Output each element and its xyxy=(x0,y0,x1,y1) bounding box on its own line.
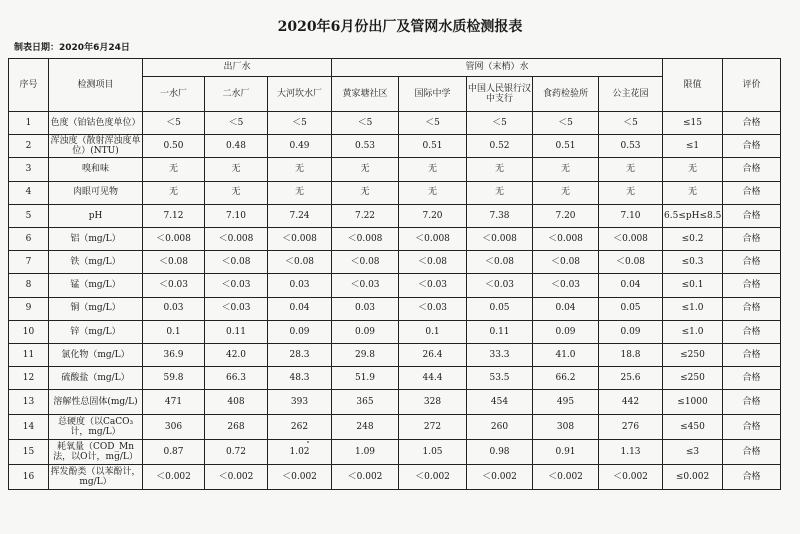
row-no: 7 xyxy=(9,251,49,274)
row-value: ＜0.08 xyxy=(205,251,268,274)
row-value: 无 xyxy=(599,181,663,204)
row-value: ＜5 xyxy=(332,112,399,135)
row-item: 耗氧量（COD_Mn法，以O计，mg/L） xyxy=(49,440,143,465)
row-eval: 合格 xyxy=(723,367,781,390)
header-limit: 限值 xyxy=(663,59,723,112)
row-value: 0.1 xyxy=(143,320,205,343)
table-row xyxy=(9,274,781,297)
table-row xyxy=(9,227,781,250)
row-limit: ≤15 xyxy=(663,112,723,135)
row-value: ＜0.008 xyxy=(268,227,332,250)
header-site: 大河坎水厂 xyxy=(268,77,332,112)
row-value: ＜5 xyxy=(467,112,533,135)
row-value: 无 xyxy=(332,181,399,204)
row-value: 无 xyxy=(268,181,332,204)
row-value: ＜0.002 xyxy=(268,465,332,490)
row-eval: 合格 xyxy=(723,251,781,274)
row-value: 0.51 xyxy=(399,135,467,158)
row-value: 0.11 xyxy=(467,320,533,343)
row-value: 0.50 xyxy=(143,135,205,158)
row-value: 7.20 xyxy=(399,204,467,227)
row-value: 25.6 xyxy=(599,367,663,390)
row-value: 51.9 xyxy=(332,367,399,390)
row-value: 471 xyxy=(143,390,205,415)
row-value: 0.04 xyxy=(533,297,599,320)
table-row xyxy=(9,320,781,343)
table-row xyxy=(9,158,781,181)
table-row xyxy=(9,297,781,320)
row-limit: ≤0.2 xyxy=(663,227,723,250)
row-item: pH xyxy=(49,204,143,227)
row-value: 29.8 xyxy=(332,343,399,366)
row-eval: 合格 xyxy=(723,135,781,158)
row-value: ＜0.08 xyxy=(399,251,467,274)
row-value: 0.03 xyxy=(268,274,332,297)
row-value: 0.09 xyxy=(533,320,599,343)
row-item: 铝（mg/L） xyxy=(49,227,143,250)
scan-speck xyxy=(307,441,309,443)
report-title: 2020年6月份出厂及管网水质检测报表 xyxy=(277,19,523,35)
row-no: 2 xyxy=(9,135,49,158)
row-eval: 合格 xyxy=(723,274,781,297)
row-value: 66.3 xyxy=(205,367,268,390)
row-value: ＜5 xyxy=(599,112,663,135)
row-value: ＜0.03 xyxy=(143,274,205,297)
row-no: 16 xyxy=(9,465,49,490)
row-value: 66.2 xyxy=(533,367,599,390)
row-value: ＜0.03 xyxy=(533,274,599,297)
row-item: 铁（mg/L） xyxy=(49,251,143,274)
row-value: 0.52 xyxy=(467,135,533,158)
row-value: 44.4 xyxy=(399,367,467,390)
row-value: 495 xyxy=(533,390,599,415)
report-date-value: 2020年6月24日 xyxy=(59,43,130,53)
row-value: 328 xyxy=(399,390,467,415)
row-value: 无 xyxy=(399,158,467,181)
row-value: 无 xyxy=(533,181,599,204)
row-limit: ≤1000 xyxy=(663,390,723,415)
row-value: ＜5 xyxy=(205,112,268,135)
row-value: 260 xyxy=(467,415,533,440)
row-value: 无 xyxy=(399,181,467,204)
row-value: 1.13 xyxy=(599,440,663,465)
row-value: ＜0.008 xyxy=(205,227,268,250)
row-item: 铜（mg/L） xyxy=(49,297,143,320)
row-no: 14 xyxy=(9,415,49,440)
row-value: ＜0.08 xyxy=(533,251,599,274)
row-no: 3 xyxy=(9,158,49,181)
row-value: 无 xyxy=(467,181,533,204)
row-value: 276 xyxy=(599,415,663,440)
row-no: 15 xyxy=(9,440,49,465)
header-site: 公主花园 xyxy=(599,77,663,112)
row-value: 1.09 xyxy=(332,440,399,465)
row-limit: ≤3 xyxy=(663,440,723,465)
row-value: ＜0.008 xyxy=(143,227,205,250)
table-row xyxy=(9,390,781,415)
row-value: 248 xyxy=(332,415,399,440)
row-value: ＜5 xyxy=(533,112,599,135)
header-eval: 评价 xyxy=(723,59,781,112)
row-eval: 合格 xyxy=(723,227,781,250)
row-value: 262 xyxy=(268,415,332,440)
row-value: 59.8 xyxy=(143,367,205,390)
row-value: ＜0.002 xyxy=(467,465,533,490)
row-value: 393 xyxy=(268,390,332,415)
row-value: 1.05 xyxy=(399,440,467,465)
row-value: 7.38 xyxy=(467,204,533,227)
row-value: 0.04 xyxy=(268,297,332,320)
row-value: 7.22 xyxy=(332,204,399,227)
row-value: 442 xyxy=(599,390,663,415)
row-value: 0.05 xyxy=(467,297,533,320)
row-eval: 合格 xyxy=(723,390,781,415)
header-seq: 序号 xyxy=(9,59,49,112)
row-value: 0.03 xyxy=(332,297,399,320)
row-value: ＜0.002 xyxy=(533,465,599,490)
row-value: 454 xyxy=(467,390,533,415)
row-value: 53.5 xyxy=(467,367,533,390)
row-limit: ≤1 xyxy=(663,135,723,158)
row-value: ＜0.08 xyxy=(268,251,332,274)
row-item: 总硬度（以CaCO₃计，mg/L） xyxy=(49,415,143,440)
header-site: 国际中学 xyxy=(399,77,467,112)
row-value: 7.10 xyxy=(205,204,268,227)
row-value: 26.4 xyxy=(399,343,467,366)
row-no: 5 xyxy=(9,204,49,227)
row-value: ＜5 xyxy=(143,112,205,135)
row-value: 0.72 xyxy=(205,440,268,465)
row-item: 挥发酚类（以苯酚计，mg/L） xyxy=(49,465,143,490)
row-value: 0.53 xyxy=(332,135,399,158)
row-value: ＜0.03 xyxy=(467,274,533,297)
row-limit: 6.5≤pH≤8.5 xyxy=(663,204,723,227)
table-row xyxy=(9,440,781,465)
row-value: ＜0.008 xyxy=(599,227,663,250)
row-no: 9 xyxy=(9,297,49,320)
row-value: 18.8 xyxy=(599,343,663,366)
row-value: 无 xyxy=(332,158,399,181)
row-value: 33.3 xyxy=(467,343,533,366)
row-eval: 合格 xyxy=(723,320,781,343)
row-limit: ≤250 xyxy=(663,343,723,366)
row-value: ＜0.03 xyxy=(399,274,467,297)
row-eval: 合格 xyxy=(723,204,781,227)
table-row xyxy=(9,135,781,158)
row-value: 无 xyxy=(533,158,599,181)
row-value: 0.09 xyxy=(599,320,663,343)
row-no: 13 xyxy=(9,390,49,415)
row-no: 1 xyxy=(9,112,49,135)
header-site: 一水厂 xyxy=(143,77,205,112)
row-value: 408 xyxy=(205,390,268,415)
row-value: 48.3 xyxy=(268,367,332,390)
row-value: ＜5 xyxy=(399,112,467,135)
row-eval: 合格 xyxy=(723,112,781,135)
row-item: 硫酸盐（mg/L） xyxy=(49,367,143,390)
row-value: ＜5 xyxy=(268,112,332,135)
row-value: 42.0 xyxy=(205,343,268,366)
row-item: 嗅和味 xyxy=(49,158,143,181)
row-value: ＜0.03 xyxy=(332,274,399,297)
row-value: ＜0.008 xyxy=(332,227,399,250)
row-limit: 无 xyxy=(663,181,723,204)
row-value: 272 xyxy=(399,415,467,440)
row-no: 11 xyxy=(9,343,49,366)
row-value: ＜0.03 xyxy=(205,297,268,320)
row-value: 306 xyxy=(143,415,205,440)
row-value: 无 xyxy=(599,158,663,181)
row-value: 0.05 xyxy=(599,297,663,320)
row-item: 锌（mg/L） xyxy=(49,320,143,343)
row-eval: 合格 xyxy=(723,465,781,490)
table-row xyxy=(9,465,781,490)
row-eval: 合格 xyxy=(723,440,781,465)
row-value: ＜0.002 xyxy=(399,465,467,490)
row-value: 无 xyxy=(268,158,332,181)
header-item: 检测项目 xyxy=(49,59,143,112)
row-value: ＜0.08 xyxy=(143,251,205,274)
row-value: 7.10 xyxy=(599,204,663,227)
row-item: 肉眼可见物 xyxy=(49,181,143,204)
row-item: 氯化物（mg/L） xyxy=(49,343,143,366)
row-value: 0.48 xyxy=(205,135,268,158)
row-value: 0.11 xyxy=(205,320,268,343)
row-eval: 合格 xyxy=(723,343,781,366)
header-site: 食药检验所 xyxy=(533,77,599,112)
row-limit: ≤450 xyxy=(663,415,723,440)
row-value: ＜0.002 xyxy=(599,465,663,490)
row-value: ＜0.08 xyxy=(599,251,663,274)
row-value: 365 xyxy=(332,390,399,415)
row-no: 6 xyxy=(9,227,49,250)
row-value: 1.02 xyxy=(268,440,332,465)
water-quality-table xyxy=(8,58,781,490)
row-value: 0.51 xyxy=(533,135,599,158)
table-row xyxy=(9,204,781,227)
row-value: 0.1 xyxy=(399,320,467,343)
row-value: 41.0 xyxy=(533,343,599,366)
row-value: 7.12 xyxy=(143,204,205,227)
row-value: 0.03 xyxy=(143,297,205,320)
row-limit: ≤0.3 xyxy=(663,251,723,274)
row-value: ＜0.002 xyxy=(332,465,399,490)
table-row xyxy=(9,343,781,366)
row-value: 无 xyxy=(143,158,205,181)
header-group-factory: 出厂水 xyxy=(143,59,332,77)
row-value: ＜0.03 xyxy=(205,274,268,297)
row-value: ＜0.03 xyxy=(399,297,467,320)
row-value: 0.98 xyxy=(467,440,533,465)
row-limit: ≤1.0 xyxy=(663,320,723,343)
row-no: 12 xyxy=(9,367,49,390)
header-site: 黄家塘社区 xyxy=(332,77,399,112)
header-site: 二水厂 xyxy=(205,77,268,112)
row-value: 28.3 xyxy=(268,343,332,366)
row-item: 浑浊度（散射浑浊度单位）(NTU) xyxy=(50,135,141,157)
row-value: 0.91 xyxy=(533,440,599,465)
report-date xyxy=(14,40,130,53)
table-row xyxy=(9,251,781,274)
row-no: 4 xyxy=(9,181,49,204)
row-value: 36.9 xyxy=(143,343,205,366)
row-limit: 无 xyxy=(663,158,723,181)
row-eval: 合格 xyxy=(723,181,781,204)
row-eval: 合格 xyxy=(723,158,781,181)
row-value: ＜0.008 xyxy=(533,227,599,250)
row-value: 无 xyxy=(205,158,268,181)
header-site: 中国人民银行汉中支行 xyxy=(467,77,533,112)
table-body xyxy=(9,112,781,490)
row-value: 0.87 xyxy=(143,440,205,465)
row-value: ＜0.008 xyxy=(399,227,467,250)
row-value: 7.20 xyxy=(533,204,599,227)
table-row xyxy=(9,112,781,135)
row-limit: ≤0.1 xyxy=(663,274,723,297)
row-item: 溶解性总固体(mg/L) xyxy=(49,390,143,415)
report-date-label: 制表日期： xyxy=(14,43,60,53)
row-eval: 合格 xyxy=(723,297,781,320)
row-value: 308 xyxy=(533,415,599,440)
row-value: ＜0.08 xyxy=(332,251,399,274)
row-no: 8 xyxy=(9,274,49,297)
row-limit: ≤0.002 xyxy=(663,465,723,490)
row-value: 0.53 xyxy=(599,135,663,158)
table-row xyxy=(9,415,781,440)
row-limit: ≤250 xyxy=(663,367,723,390)
row-value: ＜0.002 xyxy=(205,465,268,490)
row-value: 0.09 xyxy=(332,320,399,343)
row-value: 0.49 xyxy=(268,135,332,158)
row-value: 0.09 xyxy=(268,320,332,343)
table-row xyxy=(9,367,781,390)
header-group-network: 管网（末梢）水 xyxy=(332,59,663,77)
row-item: 锰（mg/L） xyxy=(49,274,143,297)
row-value: 无 xyxy=(467,158,533,181)
row-limit: ≤1.0 xyxy=(663,297,723,320)
row-value: 268 xyxy=(205,415,268,440)
row-value: ＜0.008 xyxy=(467,227,533,250)
row-eval: 合格 xyxy=(723,415,781,440)
row-item: 色度（铂钴色度单位） xyxy=(49,112,143,135)
row-value: ＜0.002 xyxy=(143,465,205,490)
row-no: 10 xyxy=(9,320,49,343)
row-value: ＜0.08 xyxy=(467,251,533,274)
row-value: 0.04 xyxy=(599,274,663,297)
row-value: 7.24 xyxy=(268,204,332,227)
row-value: 无 xyxy=(143,181,205,204)
row-value: 无 xyxy=(205,181,268,204)
table-row xyxy=(9,181,781,204)
